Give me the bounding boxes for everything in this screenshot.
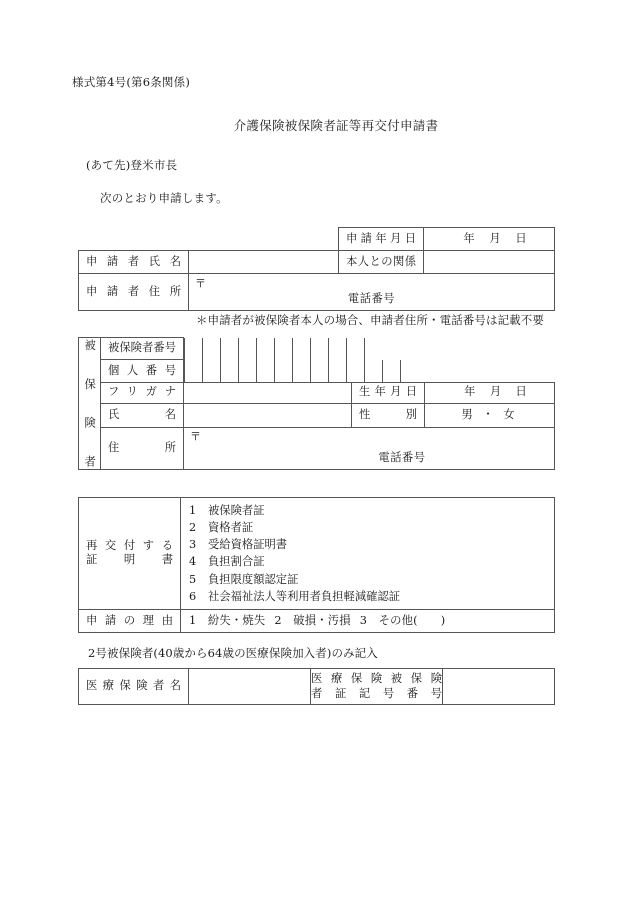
month-marker: 月	[489, 231, 501, 245]
number-cell[interactable]	[329, 338, 347, 360]
option-label: 被保険者証	[208, 504, 265, 517]
number-cell[interactable]	[293, 338, 311, 360]
applicant-name-label: 申請者氏名	[79, 251, 189, 274]
year-marker: 年	[464, 385, 476, 399]
number-cell[interactable]	[275, 360, 293, 382]
reason-option[interactable]: 3 その他( )	[359, 613, 446, 627]
table-row	[79, 498, 555, 610]
medical-card-number-label: 医療保険被保険 者証記号番号	[311, 669, 443, 705]
form-number: 様式第4号(第6条関係)	[72, 75, 191, 89]
reason-option[interactable]: 1 紛失・焼失	[189, 613, 266, 627]
table-row	[79, 251, 555, 274]
certificate-option[interactable]	[181, 502, 554, 519]
number-cell[interactable]	[383, 360, 401, 382]
insured-table	[78, 337, 555, 470]
table-row	[79, 274, 555, 311]
certificate-option[interactable]	[181, 588, 554, 605]
number-cell[interactable]	[257, 360, 275, 382]
personal-number-label: 個人番号	[101, 360, 184, 383]
personal-number-grid[interactable]	[184, 360, 555, 383]
medical-insurer-name-field[interactable]	[189, 669, 311, 705]
postal-mark-icon: 〒	[190, 430, 201, 443]
option-label: 負担割合証	[208, 555, 265, 569]
table-row	[79, 228, 555, 251]
insured-number-label: 被保険者番号	[101, 338, 184, 360]
insured-address-field[interactable]	[184, 427, 555, 469]
applicant-address-label: 申請者住所	[79, 274, 189, 311]
reason-options[interactable]	[181, 609, 555, 632]
number-cell[interactable]	[311, 360, 329, 382]
insured-name-field[interactable]	[184, 403, 352, 427]
number-cell[interactable]	[221, 338, 239, 360]
certificate-option[interactable]	[181, 571, 554, 588]
relation-label: 本人との関係	[339, 251, 424, 274]
option-label: 受給資格証明書	[208, 538, 288, 552]
number-cell[interactable]	[311, 338, 329, 360]
application-date-value[interactable]	[424, 228, 555, 251]
furigana-field[interactable]	[184, 382, 352, 403]
number-cell[interactable]	[293, 360, 311, 382]
month-marker: 月	[489, 385, 502, 399]
option-number: 1	[189, 504, 197, 517]
table-row	[79, 338, 555, 360]
reason-option[interactable]: 2 破損・汚損	[274, 613, 351, 627]
application-date-label: 申請年月日	[339, 228, 424, 251]
option-label: 負担限度額認定証	[208, 572, 299, 586]
insured-address-label: 住所	[101, 427, 184, 469]
day-marker: 日	[515, 385, 527, 399]
option-number: 6	[189, 589, 197, 603]
applicant-table	[78, 227, 555, 311]
certificate-table	[78, 497, 555, 633]
number-cell[interactable]	[239, 360, 257, 382]
birthdate-value[interactable]	[425, 382, 555, 403]
insured-name-label: 氏名	[101, 403, 184, 427]
number-cell[interactable]	[203, 360, 221, 382]
number-cell[interactable]	[221, 360, 239, 382]
intro-line: 次のとおり申請します。	[100, 191, 228, 205]
applicant-address-field[interactable]	[189, 274, 555, 311]
relation-field[interactable]	[424, 251, 555, 274]
table-row	[79, 360, 555, 383]
table-row	[79, 427, 555, 469]
number-cell[interactable]	[184, 360, 203, 382]
day-marker: 日	[515, 231, 527, 245]
reason-label: 申請の理由	[79, 609, 181, 632]
phone-label: 電話番号	[378, 450, 426, 464]
option-label: 資格者証	[208, 521, 254, 535]
furigana-label: フリガナ	[101, 382, 184, 403]
spacer-cell	[189, 228, 339, 251]
certificate-label: 再交付する 証明書	[79, 498, 181, 610]
applicant-note: ＊申請者が被保険者本人の場合、申請者住所・電話番号は記載不要	[196, 313, 544, 327]
year-marker: 年	[463, 231, 475, 245]
insured-side-label: 被保険者	[79, 338, 101, 470]
table-row	[79, 382, 555, 403]
applicant-name-field[interactable]	[189, 251, 339, 274]
table-row	[79, 403, 555, 427]
number-cell[interactable]	[365, 360, 383, 382]
certificate-option[interactable]	[181, 553, 554, 570]
medical-card-number-field[interactable]	[443, 669, 555, 705]
number-cell[interactable]	[329, 360, 347, 382]
sex-options[interactable]: 男 ・ 女	[425, 403, 555, 427]
insured-number-grid[interactable]	[184, 338, 555, 360]
postal-mark-icon: 〒	[195, 276, 206, 290]
number-cell[interactable]	[239, 338, 257, 360]
certificate-option-list	[181, 498, 554, 609]
certificate-option[interactable]	[181, 519, 554, 536]
option-number: 5	[189, 572, 197, 586]
number-cell[interactable]	[203, 338, 221, 360]
table-row	[79, 609, 555, 632]
medical-insurer-name-label: 医療保険者名	[79, 669, 189, 705]
number-cell[interactable]	[257, 338, 275, 360]
certificate-options[interactable]	[181, 498, 555, 610]
second-insured-note: 2号被保険者(40歳から64歳の医療保険加入者)のみ記入	[88, 646, 378, 660]
addressee-line: (あて先)登米市長	[86, 158, 178, 172]
spacer-cell	[79, 228, 189, 251]
sex-label: 性別	[352, 403, 425, 427]
phone-label: 電話番号	[347, 292, 396, 306]
option-number: 4	[189, 555, 197, 569]
option-number: 2	[189, 521, 197, 535]
option-label: 社会福祉法人等利用者負担軽減確認証	[208, 589, 401, 603]
option-number: 3	[189, 538, 197, 552]
number-cell[interactable]	[184, 338, 203, 360]
birthdate-label: 生年月日	[352, 382, 425, 403]
table-row	[79, 669, 555, 705]
medical-insurer-table	[78, 668, 555, 705]
number-cell[interactable]	[275, 338, 293, 360]
number-cell[interactable]	[347, 338, 365, 360]
number-cell[interactable]	[347, 360, 365, 382]
certificate-option[interactable]	[181, 536, 554, 553]
page-title: 介護保険被保険者証等再交付申請書	[233, 118, 439, 133]
